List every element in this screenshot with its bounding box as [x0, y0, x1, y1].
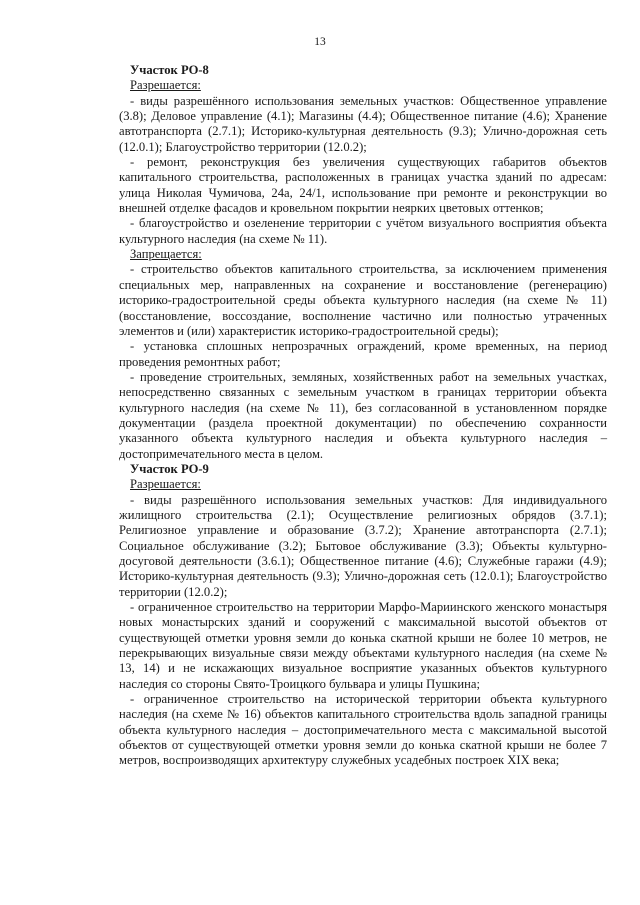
page-number: 13 [314, 36, 326, 48]
allowed-item: - благоустройство и озеленение территории с учётом визуального восприятия объекта культурного наследия (на схеме № 11). [119, 216, 607, 246]
forbidden-item: - проведение строительных, земляных, хозяйственных работ на земельных участках, непосредственно связанных с земельным участком в границах территории объекта культурного наследия (на схеме № 11), без согласованной в установленном порядке документации (раздела проектной документации) по обеспечению сохранности указанного объекта культурного наследия и объекта культурного наследия – достопримечательного места в целом. [119, 369, 607, 461]
forbidden-item: - строительство объектов капитального строительства, за исключением применения специальных мер, направленных на сохранение и восстановление (регенерацию) историко-градостроительной среды объекта культурного наследия (на схеме № 11) (восстановление, воссоздание, восполнение частично или полностью утраченных элементов и (или) характеристик историко-градостроительной среды); [119, 262, 607, 338]
document-body [119, 63, 607, 769]
allowed-label-ro8: Разрешается: [130, 78, 201, 93]
allowed-item: - ограниченное строительство на исторической территории объекта культурного наследия (на схеме № 16) объектов капитального строительства вдоль западной границы объекта культурного наследия – достопримечательного места с максимальной высотой объектов от существующей отметки уровня земли до конька скатной крыши не более 7 метров, воспроизводящих архитектуру служебных усадебных построек XIX века; [119, 692, 607, 768]
allowed-item: - ремонт, реконструкция без увеличения существующих габаритов объектов капитального строительства, расположенных в границах участка зданий по адресам: улица Николая Чумичова, 24а, 24/1, использование при ремонте и реконструкции во внешней отделке фасадов и кровельном покрытии неярких цветовых оттенков; [119, 155, 607, 216]
section-heading-ro8: Участок РО-8 [130, 63, 209, 77]
section-heading-ro9: Участок РО-9 [130, 461, 209, 476]
forbidden-label-ro8: Запрещается: [130, 247, 202, 262]
allowed-item: - виды разрешённого использования земельных участков: Для индивидуального жилищного строительства (2.1); Осуществление религиозных обрядов (3.7.1); Религиозное управление и образование (3.7.2); Хранение автотранспорта (2.7.1); Социальное обслуживание (3.2); Бытовое обслуживание (3.3); Объекты культурно-досуговой деятельности (3.6.1); Общественное питание (4.6); Служебные гаражи (4.9); Историко-культурная деятельность (9.3); Улично-дорожная сеть (12.0.1); Благоустройство территории (12.0.2); [119, 492, 607, 599]
allowed-item: - виды разрешённого использования земельных участков: Общественное управление (3.8); Деловое управление (4.1); Магазины (4.4); Общественное питание (4.6); Хранение автотранспорта (2.7.1); Историко-культурная деятельность (9.3); Улично-дорожная сеть (12.0.1); Благоустройство территории (12.0.2); [119, 93, 607, 154]
allowed-item: - ограниченное строительство на территории Марфо-Мариинского женского монастыря новых монастырских зданий и сооружений с максимальной высотой объектов от существующей отметки уровня земли до конька скатной крыши не более 10 метров, не перекрывающих визуальные связи между объектами культурного наследия (на схеме № 13, 14) и не искажающих визуальное восприятие указанных объектов культурного наследия со стороны Свято-Троицкого бульвара и улицы Пушкина; [119, 600, 607, 691]
allowed-label-ro9: Разрешается: [130, 477, 201, 492]
forbidden-item: - установка сплошных непрозрачных ограждений, кроме временных, на период проведения ремонтных работ; [119, 339, 607, 369]
